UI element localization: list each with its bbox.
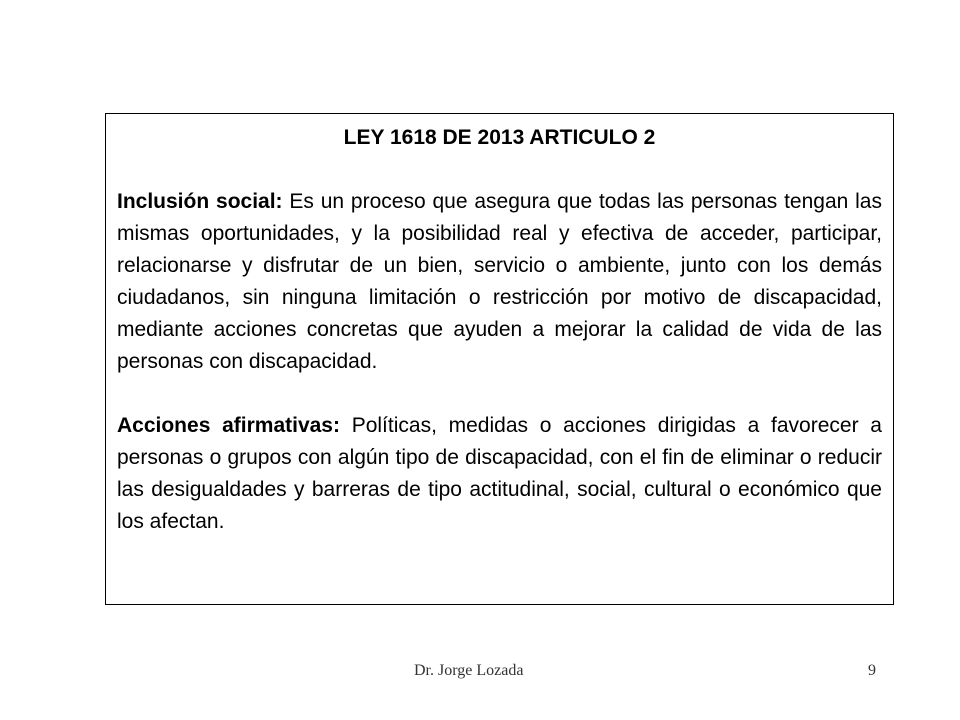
spacer [117, 378, 882, 410]
footer-author: Dr. Jorge Lozada [414, 662, 524, 679]
definition-paragraph-acciones [117, 410, 882, 538]
definition-text: Es un proceso que asegura que todas las personas tengan las mismas oportunidades, y la posibilidad real y efectiva de acceder, participar, relacionarse y disfrutar de un bien, servicio o ambiente, junto con los demás ciudadanos, sin ninguna limitación o restricción por motivo de discapacidad, mediante acciones concretas que ayuden a mejorar la calidad de vida de las personas con discapacidad. [117, 190, 882, 373]
law-title: LEY 1618 DE 2013 ARTICULO 2 [343, 126, 656, 149]
page-number: 9 [868, 662, 876, 679]
definition-paragraph-inclusion [117, 186, 882, 378]
definition-text: Políticas, medidas o acciones dirigidas a favorecer a personas o grupos con algún tipo de discapacidad, con el fin de eliminar o reducir las desigualdades y barreras de tipo actitudinal, social, cultural o económico que los afectan. [117, 414, 882, 533]
definition-term: Acciones afirmativas: [117, 414, 340, 437]
spacer [117, 154, 882, 186]
content-text-box [105, 113, 894, 605]
definition-term: Inclusión social: [117, 190, 283, 213]
